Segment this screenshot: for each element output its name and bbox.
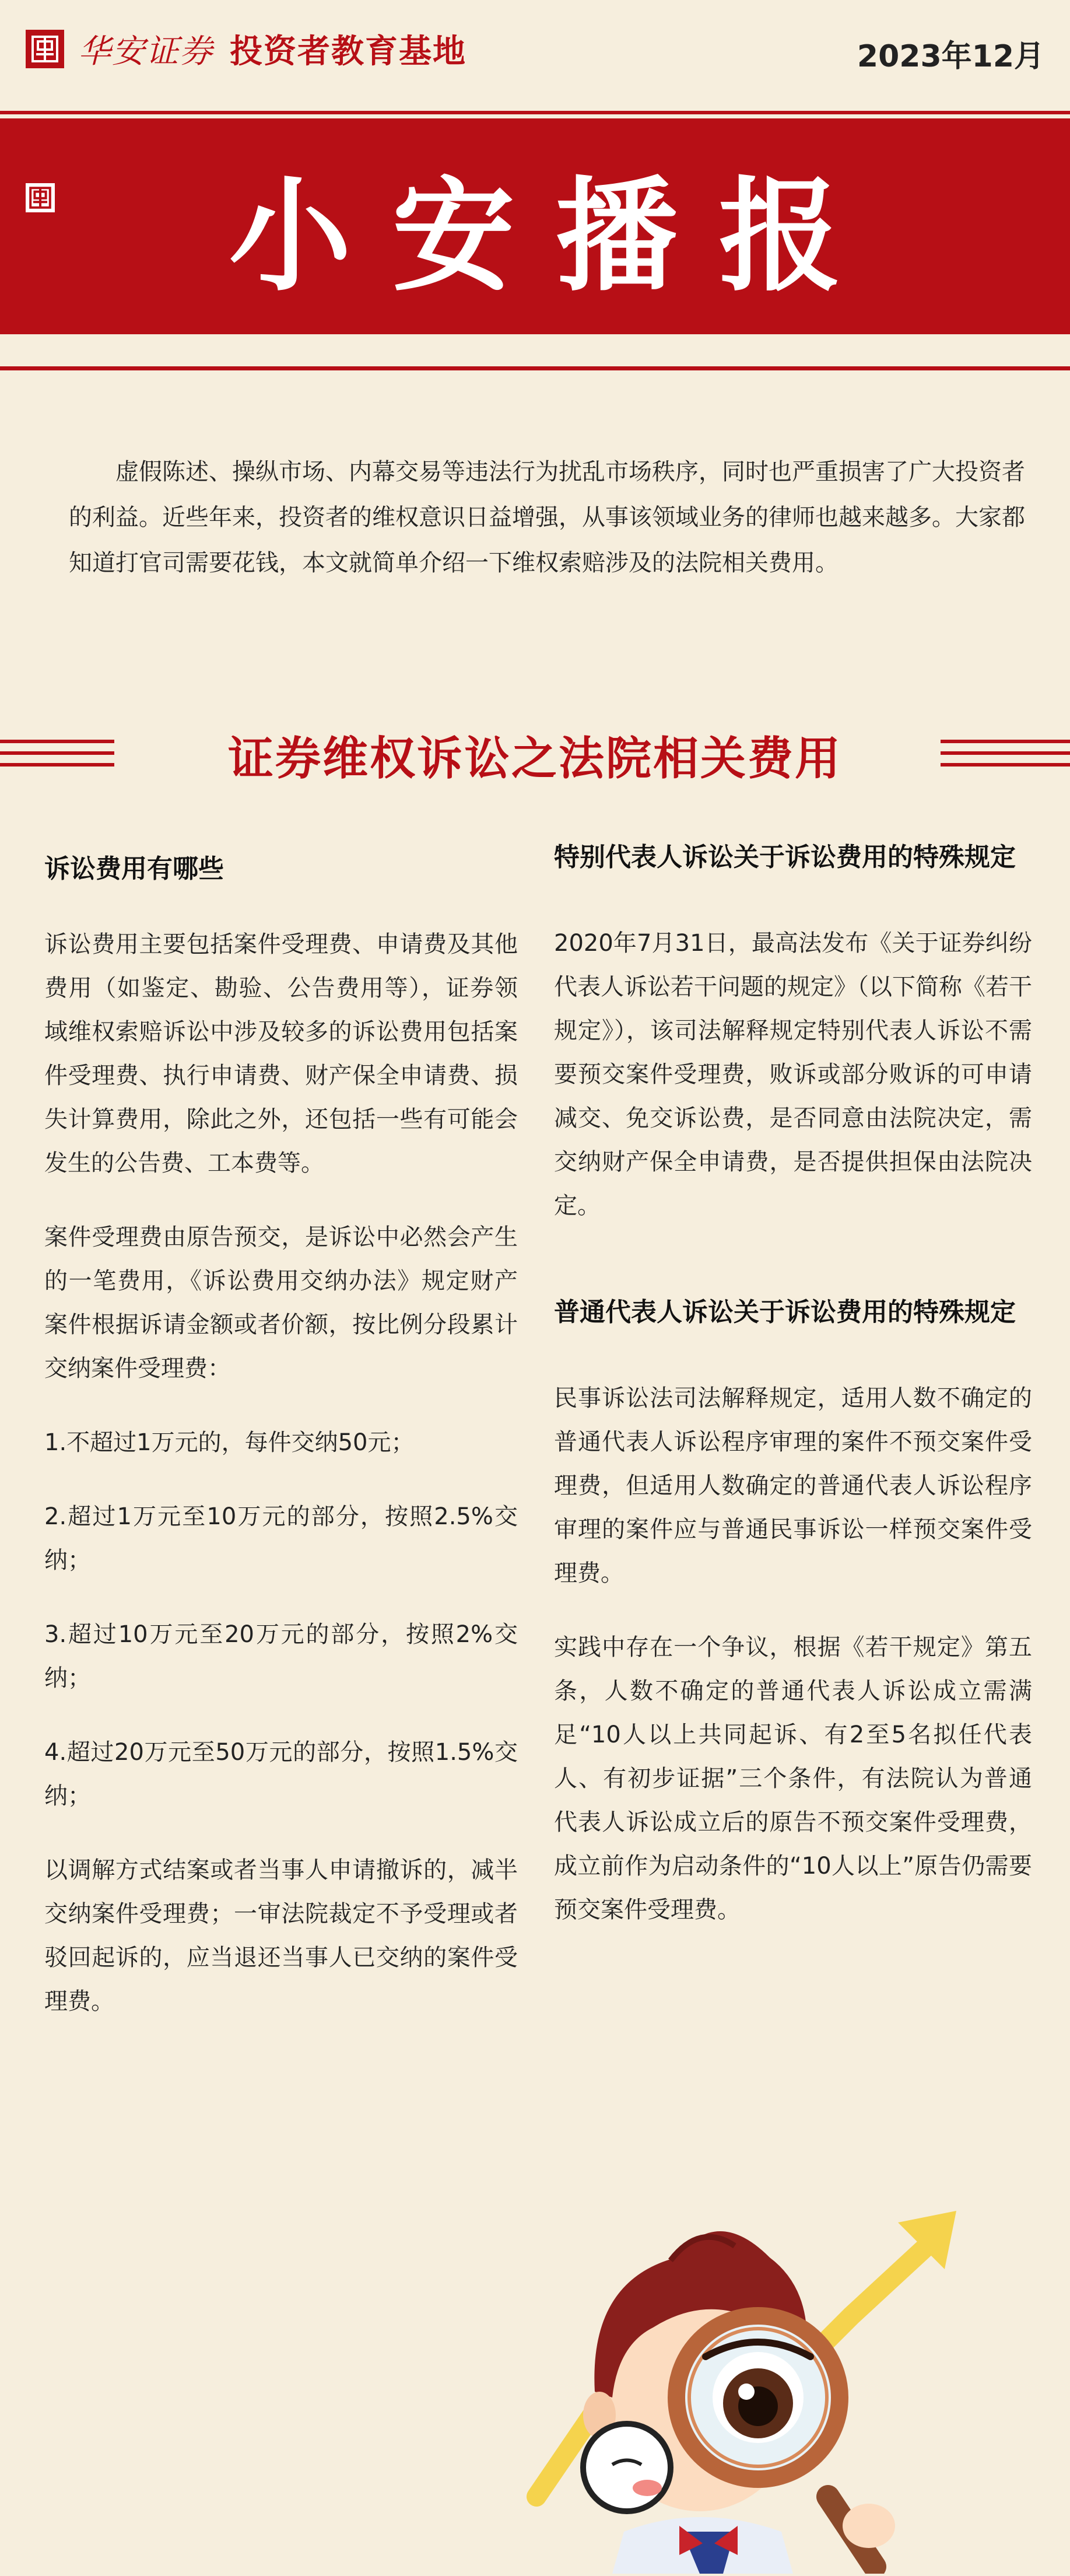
right-paragraph-1: 2020年7月31日，最高法发布《关于证券纠纷代表人诉讼若干问题的规定》（以下简称《若干规定》），该司法解释规定特别代表人诉讼不需要预交案件受理费，败诉或部分败诉的可申请减交、免交诉讼费，是否同意由法院决定，需交纳财产保全申请费，是否提供担保由法院决定。 [554, 930, 1032, 1219]
issue-date: 2023年12月 [857, 39, 1044, 74]
fee-item-1: 1.不超过1万元的，每件交纳50元； [44, 1429, 415, 1456]
left-paragraph-2: 案件受理费由原告预交，是诉讼中必然会产生的一笔费用，《诉讼费用交纳办法》规定财产案件根据诉请金额或者价额，按比例分段累计交纳案件受理费： [44, 1224, 518, 1382]
left-column [44, 846, 518, 2024]
fee-item-2: 2.超过1万元至10万元的部分，按照2.5%交纳； [44, 1503, 518, 1574]
intro-paragraph: 虚假陈述、操纵市场、内幕交易等违法行为扰乱市场秩序，同时也严重损害了广大投资者的利益。近些年来，投资者的维权意识日益增强，从事该领域业务的律师也越来越多。大家都知道打官司需要花钱，本文就简单介绍一下维权索赔涉及的法院相关费用。 [69, 459, 1025, 576]
right-paragraph-2: 民事诉讼法司法解释规定，适用人数不确定的普通代表人诉讼程序审理的案件不预交案件受理费，但适用人数确定的普通代表人诉讼程序审理的案件应与普通民事诉讼一样预交案件受理费。 [554, 1385, 1032, 1587]
right-heading-2: 普通代表人诉讼关于诉讼费用的特殊规定 [554, 1297, 1016, 1327]
right-column [554, 834, 1032, 1932]
fee-item-4: 4.超过20万元至50万元的部分，按照1.5%交纳； [44, 1739, 518, 1810]
cartoon-boy-magnifier-illustration [525, 2123, 980, 2574]
banner-logo-icon [26, 183, 55, 212]
brand-subtitle: 投资者教育基地 [230, 33, 466, 71]
brand-name: 华安证券 [78, 33, 213, 71]
section-title: 证券维权诉讼之法院相关费用 [227, 732, 842, 785]
left-heading: 诉讼费用有哪些 [44, 854, 224, 884]
right-heading-1: 特别代表人诉讼关于诉讼费用的特殊规定 [554, 842, 1016, 872]
banner-title: 小安播报 [229, 164, 882, 308]
fee-item-3: 3.超过10万元至20万元的部分，按照2%交纳； [44, 1621, 518, 1692]
right-paragraph-3: 实践中存在一个争议，根据《若干规定》第五条，人数不确定的普通代表人诉讼成立需满足“10人以上共同起诉、有2至5名拟任代表人、有初步证据”三个条件，有法院认为普通代表人诉讼成立后的原告不预交案件受理费，成立前作为启动条件的“10人以上”原告仍需要预交案件受理费。 [554, 1634, 1032, 1923]
bottom-divider [0, 366, 1070, 370]
title-banner [0, 118, 1070, 334]
left-paragraph-1: 诉讼费用主要包括案件受理费、申请费及其他费用（如鉴定、勘验、公告费用等），证券领域维权索赔诉讼中涉及较多的诉讼费用包括案件受理费、执行申请费、财产保全申请费、损失计算费用，除此之外，还包括一些有可能会发生的公告费、工本费等。 [44, 931, 518, 1177]
huaan-logo-icon [26, 30, 64, 68]
top-divider [0, 111, 1070, 114]
brand-header [26, 26, 466, 72]
left-paragraph-3: 以调解方式结案或者当事人申请撤诉的，减半交纳案件受理费；一审法院裁定不予受理或者驳回起诉的，应当退还当事人已交纳的案件受理费。 [44, 1857, 518, 2015]
section-decor-right [941, 740, 1070, 775]
